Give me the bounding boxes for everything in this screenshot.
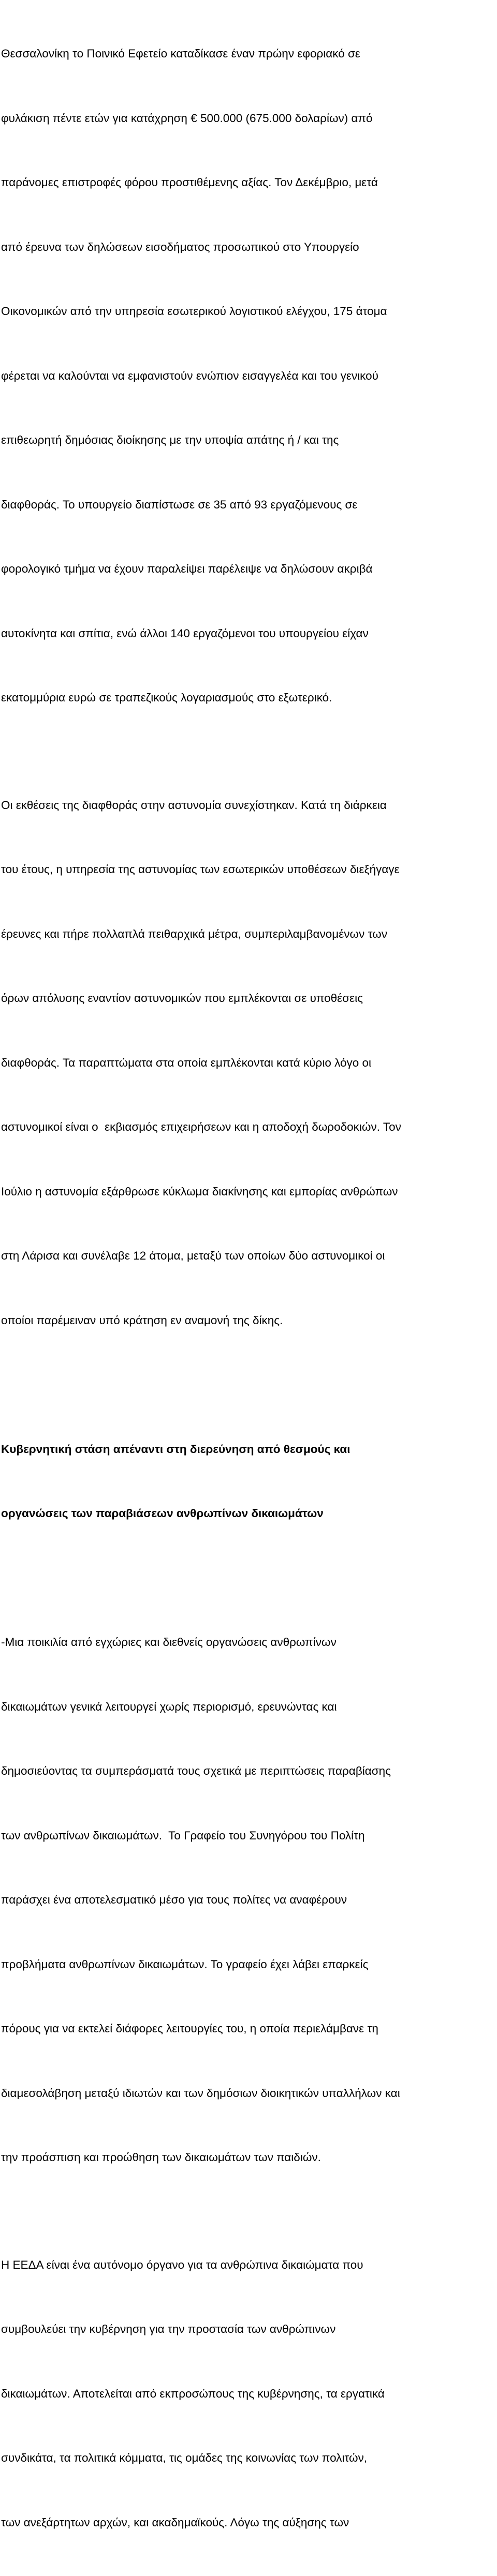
text-line: δημοσιεύοντας τα συμπεράσματά τους σχετικά με περιπτώσεις παραβίασης xyxy=(1,1760,494,1782)
text-line: στη Λάρισα και συνέλαβε 12 άτομα, μεταξύ των οποίων δύο αστυνομικοί οι xyxy=(1,1245,494,1267)
text-line: διαμεσολάβηση μεταξύ ιδιωτών και των δημόσιων διοικητικών υπαλλήλων και xyxy=(1,2083,494,2104)
text-line: εκατομμύρια ευρώ σε τραπεζικούς λογαριασμούς στο εξωτερικό. xyxy=(1,687,494,709)
text-line: παράσχει ένα αποτελεσματικό μέσο για τους πολίτες να αναφέρουν xyxy=(1,1889,494,1911)
text-line: των ανεξάρτητων αρχών, και ακαδημαϊκούς. Λόγω της αύξησης των xyxy=(1,2512,494,2534)
text-line: οποίοι παρέμειναν υπό κράτηση εν αναμονή της δίκης. xyxy=(1,1310,494,1331)
text-line: φυλάκιση πέντε ετών για κατάχρηση € 500.000 (675.000 δολαρίων) από xyxy=(1,108,494,129)
document-page xyxy=(0,0,497,814)
paragraph-human-rights-orgs xyxy=(1,1589,494,2211)
text-line: συμβουλεύει την κυβέρνηση για την προστασία των ανθρώπινων xyxy=(1,2318,494,2340)
text-line: επιθεωρητή δημόσιας διοίκησης με την υποψία απάτης ή / και της xyxy=(1,429,494,451)
text-line: προβλήματα ανθρωπίνων δικαιωμάτων. Το γραφείο έχει λάβει επαρκείς xyxy=(1,1954,494,1975)
paragraph-eeda xyxy=(1,2211,494,2576)
section-heading xyxy=(1,1396,494,1567)
text-line: συνδικάτα, τα πολιτικά κόμματα, τις ομάδες της κοινωνίας των πολιτών, xyxy=(1,2447,494,2469)
text-line: όρων απόλυσης εναντίον αστυνομικών που εμπλέκονται σε υποθέσεις xyxy=(1,987,494,1009)
heading-line: Κυβερνητική στάση απέναντι στη διερεύνηση από θεσμούς και xyxy=(1,1439,494,1460)
text-line: διαφθοράς. Τα παραπτώματα στα οποία εμπλέκονται κατά κύριο λόγο οι xyxy=(1,1052,494,1074)
text-line: φέρεται να καλούνται να εμφανιστούν ενώπιον εισαγγελέα και του γενικού xyxy=(1,365,494,387)
text-line: δικαιωμάτων γενικά λειτουργεί χωρίς περιορισμό, ερευνώντας και xyxy=(1,1696,494,1718)
text-line: έρευνες και πήρε πολλαπλά πειθαρχικά μέτρα, συμπεριλαμβανομένων των xyxy=(1,923,494,945)
text-line: πόρους για να εκτελεί διάφορες λειτουργίες του, η οποία περιελάμβανε τη xyxy=(1,2018,494,2040)
text-line: αυτοκίνητα και σπίτια, ενώ άλλοι 140 εργαζόμενοι του υπουργείου είχαν xyxy=(1,623,494,645)
text-line: -Μια ποικιλία από εγχώριες και διεθνείς οργανώσεις ανθρωπίνων xyxy=(1,1631,494,1653)
paragraph-police-corruption xyxy=(1,752,494,1374)
text-line: από έρευνα των δηλώσεων εισοδήματος προσωπικού στο Υπουργείο xyxy=(1,236,494,258)
text-line: Η ΕΕΔΑ είναι ένα αυτόνομο όργανο για τα ανθρώπινα δικαιώματα που xyxy=(1,2254,494,2276)
text-line: διαφθοράς. Το υπουργείο διαπίστωσε σε 35 από 93 εργαζόμενους σε xyxy=(1,494,494,516)
text-line: Οι εκθέσεις της διαφθοράς στην αστυνομία συνεχίστηκαν. Κατά τη διάρκεια xyxy=(1,795,494,816)
text-line: Θεσσαλονίκη το Ποινικό Εφετείο καταδίκασε έναν πρώην εφοριακό σε xyxy=(1,43,494,65)
text-line: του έτους, η υπηρεσία της αστυνομίας των εσωτερικών υποθέσεων διεξήγαγε xyxy=(1,859,494,880)
paragraph-fraud-tax xyxy=(1,0,494,752)
text-line: των ανθρωπίνων δικαιωμάτων. Το Γραφείο του Συνηγόρου του Πολίτη xyxy=(1,1825,494,1847)
paragraph-gap xyxy=(1,1567,494,1589)
text-line: Ιούλιο η αστυνομία εξάρθρωσε κύκλωμα διακίνησης και εμπορίας ανθρώπων xyxy=(1,1181,494,1203)
paragraph-gap xyxy=(1,1374,494,1396)
text-line: την προάσπιση και προώθηση των δικαιωμάτων των παιδιών. xyxy=(1,2147,494,2168)
text-line: δικαιωμάτων. Αποτελείται από εκπροσώπους της κυβέρνησης, τα εργατικά xyxy=(1,2383,494,2405)
heading-line: οργανώσεις των παραβιάσεων ανθρωπίνων δικαιωμάτων xyxy=(1,1503,494,1524)
text-line: φορολογικό τμήμα να έχουν παραλείψει παρέλειψε να δηλώσουν ακριβά xyxy=(1,558,494,580)
text-line: αστυνομικοί είναι ο εκβιασμός επιχειρήσεων και η αποδοχή δωροδοκιών. Τον xyxy=(1,1116,494,1138)
text-line: Οικονομικών από την υπηρεσία εσωτερικού λογιστικού ελέγχου, 175 άτομα xyxy=(1,301,494,322)
text-line: παράνομες επιστροφές φόρου προστιθέμενης αξίας. Τον Δεκέμβριο, μετά xyxy=(1,172,494,193)
